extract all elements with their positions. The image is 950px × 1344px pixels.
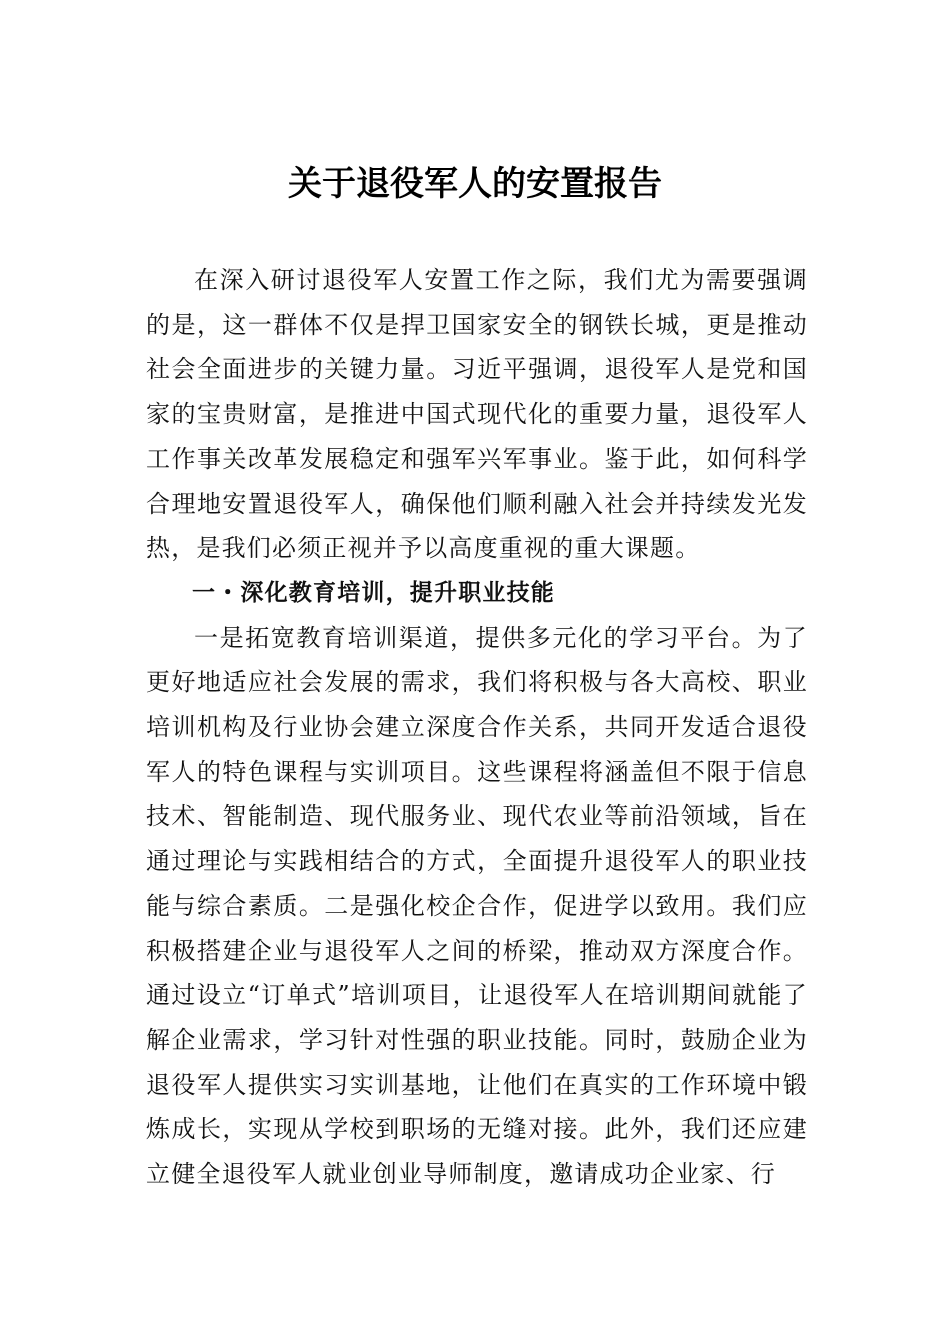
document-title: 关于退役军人的安置报告 (288, 164, 662, 204)
section-paragraph: 一是拓宽教育培训渠道，提供多元化的学习平台。为了更好地适应社会发展的需求，我们将积极与各大高校、职业培训机构及行业协会建立深度合作关系，共同开发适合退役军人的特色课程与实训项目。这些课程将涵盖但不限于信息技术、智能制造、现代服务业、现代农业等前沿领域，旨在通过理论与实践相结合的方式，全面提升退役军人的职业技能与综合素质。二是强化校企合作，促进学以致用。我们应积极搭建企业与退役军人之间的桥梁，推动双方深度合作。通过设立“订单式”培训项目，让退役军人在培训期间就能了解企业需求，学习针对性强的职业技能。同时，鼓励企业为退役军人提供实习实训基地，让他们在真实的工作环境中锻炼成长，实现从学校到职场的无缝对接。此外，我们还应建立健全退役军人就业创业导师制度，邀请成功企业家、行 (146, 623, 808, 1189)
intro-paragraph: 在深入研讨退役军人安置工作之际，我们尤为需要强调的是，这一群体不仅是捍卫国家安全的钢铁长城，更是推动社会全面进步的关键力量。习近平强调，退役军人是党和国家的宝贵财富，是推进中国式现代化的重要力量，退役军人工作事关改革发展稳定和强军兴军事业。鉴于此，如何科学合理地安置退役军人，确保他们顺利融入社会并持续发光发热，是我们必须正视并予以高度重视的重大课题。 (146, 266, 808, 563)
section-heading: 一・深化教育培训，提升职业技能 (192, 579, 555, 606)
document-body (146, 258, 808, 1197)
